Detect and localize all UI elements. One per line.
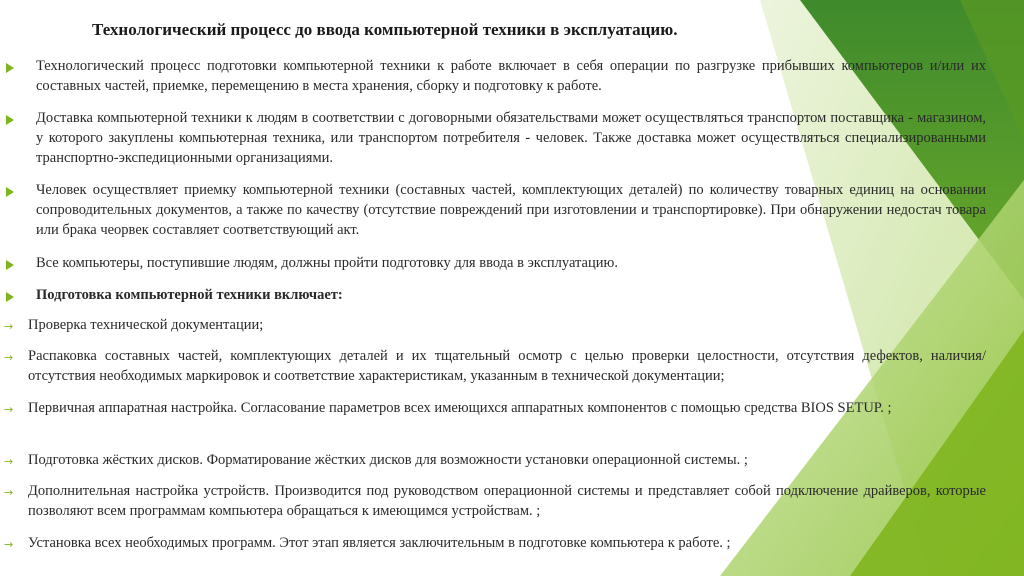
- list-item: → Проверка технической документации;: [4, 317, 264, 333]
- arrow-bullet-icon: →: [4, 403, 14, 416]
- slide-title: Технологический процесс до ввода компьютерной техники в эксплуатацию.: [92, 20, 678, 39]
- list-item: Человек осуществляет приемку компьютерной техники (составных частей, комплектующих деталей) по количеству товарных единиц на основании сопроводительных документов, а также по качеству (отсутствие повреждений при изготовлении и транспортировке). При обнаружении недостач товара или брака чеорвек составляет соответствующий акт.: [36, 180, 986, 240]
- list-item: → Дополнительная настройка устройств. Производится под руководством операционной системы и представляет собой подключение драйверов, которые позволяют всем программам компьютера обращаться к имеющимся устройствам. ;: [4, 483, 986, 519]
- triangle-bullet-icon: [6, 292, 14, 302]
- list-item: → Первичная аппаратная настройка. Согласование параметров всех имеющихся аппаратных компонентов с помощью средства BIOS SETUP. ;: [4, 400, 892, 416]
- triangle-bullet-icon: [6, 260, 14, 270]
- arrow-bullet-icon: →: [4, 455, 14, 468]
- triangle-bullet-icon: [6, 115, 14, 125]
- arrow-bullet-icon: →: [4, 538, 14, 551]
- list-item: Доставка компьютерной техники к людям в соответствии с договорными обязательствами может осуществляться транспортом поставщика - магазином, у которого закуплены компьютерная техника, или транспортом потребителя - человек. Также доставка может осуществляться специализированными транспортно-экспедиционными организациями.: [36, 108, 986, 168]
- list-item: Все компьютеры, поступившие людям, должны пройти подготовку для ввода в эксплуатацию.: [36, 253, 986, 273]
- arrow-bullet-icon: →: [4, 351, 14, 364]
- list-item: → Распаковка составных частей, комплектующих деталей и их тщательный осмотр с целью проверки целостности, отсутствия дефектов, наличия/отсутствия необходимых маркировок и соответствие характеристикам, указанным в технической документации;: [4, 348, 986, 384]
- list-item: → Установка всех необходимых программ. Этот этап является заключительным в подготовке компьютера к работе. ;: [4, 535, 731, 551]
- arrow-bullet-icon: →: [4, 486, 14, 499]
- list-item: Технологический процесс подготовки компьютерной техники к работе включает в себя операции по разгрузке прибывших компьютеров и/или их составных частей, приемке, перемещению в места хранения, сборку и подготовку к работе.: [36, 56, 986, 96]
- list-item: Подготовка компьютерной техники включает:: [36, 285, 986, 305]
- arrow-bullet-icon: →: [4, 320, 14, 333]
- triangle-bullet-icon: [6, 63, 14, 73]
- triangle-bullet-icon: [6, 187, 14, 197]
- list-item: → Подготовка жёстких дисков. Форматирование жёстких дисков для возможности установки операционной системы. ;: [4, 452, 748, 468]
